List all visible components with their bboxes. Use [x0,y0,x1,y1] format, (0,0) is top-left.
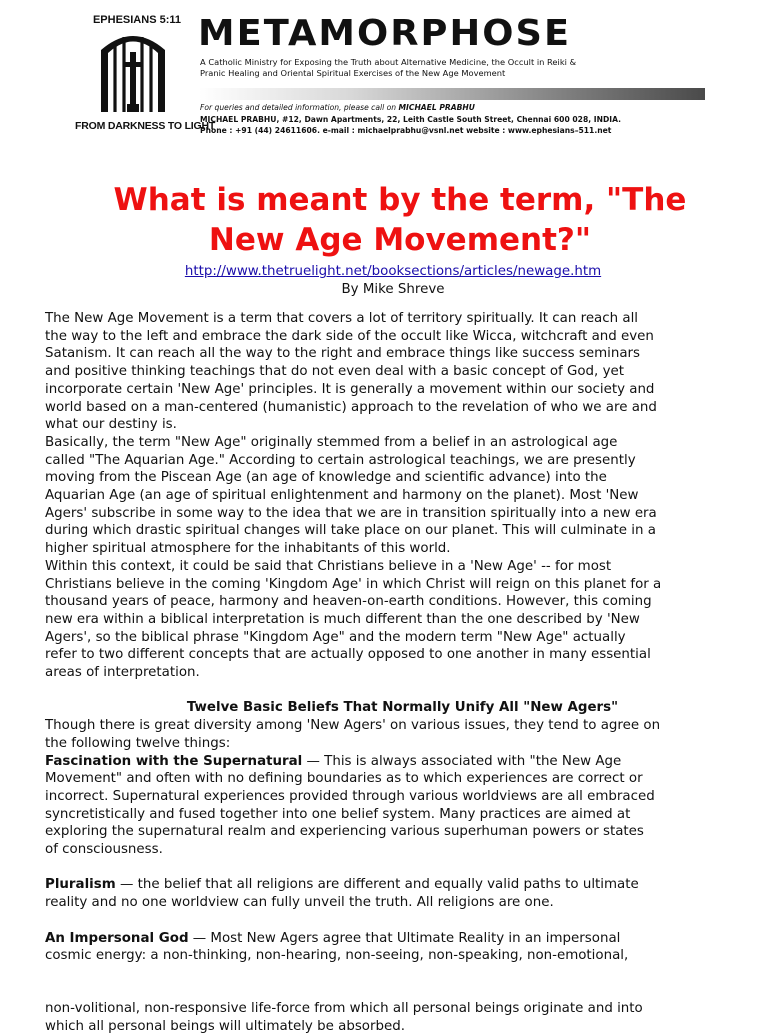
belief-text: — This is always associated with "the New Age [302,753,622,769]
ministry-logo [75,14,216,132]
body-line: Agers', so the biblical phrase "Kingdom Age" and the modern term "New Age" actually [45,629,626,645]
belief-line [45,753,750,771]
paragraph-gap [45,682,750,700]
page-gap [45,983,750,1001]
body-line: reality and no one worldview can fully unveil the truth. All religions are one. [45,895,554,911]
logo-bottom-text: FROM DARKNESS TO LIGHT [75,120,216,132]
body-line: of consciousness. [45,842,163,858]
contact-queries-text: For queries and detailed information, please call on [200,103,399,112]
logo-top-text: EPHESIANS 5:11 [92,14,181,26]
body-line: Movement" and often with no defining boundaries as to which experiences are correct or [45,771,643,787]
belief-term: An Impersonal God [45,930,189,946]
belief-text: — Most New Agers agree that Ultimate Reality in an impersonal [188,930,621,946]
body-line: The New Age Movement is a term that covers a lot of territory spiritually. It can reach all [45,311,639,326]
body-line: refer to two different concepts that are actually opposed to one another in many essential [45,647,651,663]
contact-line-queries [200,102,710,114]
paragraph-gap [45,912,750,930]
body-line: moving from the Piscean Age (an age of knowledge and scientific advance) into the [45,470,607,486]
dungeon-door-cross-icon [99,28,167,112]
body-line: Though there is great diversity among 'New Agers' on various issues, they tend to agree on [45,718,661,734]
belief-term: Pluralism [45,877,116,893]
article-title [60,180,740,260]
page-gap [45,965,750,983]
body-line: the following twelve things: [45,735,231,751]
body-line: non-volitional, non-responsive life-force from which all personal beings originate and into [45,1001,643,1017]
body-line: syncretistically and fused together into one belief system. Many practices are aimed at [45,806,631,822]
body-line: areas of interpretation. [45,665,200,681]
title-line: New Age Movement?" [208,222,592,258]
body-line: incorrect. Supernatural experiences provided through various worldviews are all embraced [45,788,655,804]
masthead-title: METAMORPHOSE [198,13,572,54]
body-line: which all personal beings will ultimately be absorbed. [45,1019,405,1035]
body-line: and positive thinking teachings that do not even deal with a basic concept of God, yet [45,364,624,380]
byline: By Mike Shreve [341,282,445,297]
paragraph-gap [45,859,750,877]
body-line: Agers' subscribe in some way to the idea that we are in transition spiritually into a new era [45,505,657,521]
belief-line [45,876,750,894]
belief-term: Fascination with the Supernatural [45,753,303,769]
body-line: incorporate certain 'New Age' principles. It is generally a movement within our society and [45,381,655,397]
section-subheading: Twelve Basic Beliefs That Normally Unify All "New Agers" [186,700,619,716]
contact-info [200,102,710,137]
body-line: Aquarian Age (an age of spiritual enlightenment and harmony on the planet). Most 'New [45,488,639,504]
tagline-line: A Catholic Ministry for Exposing the Truth about Alternative Medicine, the Occult in Reiki & [200,57,577,67]
belief-line [45,930,750,948]
body-line: what our destiny is. [45,417,177,433]
article-body [45,310,750,1036]
body-line: thousand years of peace, harmony and heaven-on-earth conditions. However, this coming [45,594,652,610]
title-line: What is meant by the term, "The [113,182,687,218]
source-link[interactable]: http://www.thetruelight.net/booksections/articles/newage.htm [184,264,602,279]
belief-text: — the belief that all religions are different and equally valid paths to ultimate [115,877,639,893]
body-line: during which drastic spiritual changes will take place on our planet. This will culminate in a [45,523,656,539]
contact-line-address: MICHAEL PRABHU, #12, Dawn Apartments, 22, Leith Castle South Street, Chennai 600 028, INDIA. [200,114,621,124]
ministry-tagline [200,57,710,79]
body-line: world based on a man-centered (humanistic) approach to the revelation of who we are and [45,399,657,415]
body-line: cosmic energy: a non-thinking, non-hearing, non-seeing, non-speaking, non-emotional, [45,948,629,964]
body-line: exploring the supernatural realm and experiencing various superhuman powers or states [45,824,644,840]
body-line: Within this context, it could be said that Christians believe in a 'New Age' -- for most [45,558,612,574]
body-line: Basically, the term "New Age" originally stemmed from a belief in an astrological age [45,434,618,450]
body-line: higher spiritual atmosphere for the inhabitants of this world. [45,541,451,557]
body-line: called "The Aquarian Age." According to certain astrological teachings, we are presently [45,452,636,468]
contact-name: MICHAEL PRABHU [398,103,475,112]
tagline-line: Pranic Healing and Oriental Spiritual Exercises of the New Age Movement [200,68,506,78]
contact-line-phone: Phone : +91 (44) 24611606. e-mail : michaelprabhu@vsnl.net website : www.ephesians–511.net [200,126,612,135]
body-line: Satanism. It can reach all the way to the right and embrace things like success seminars [45,346,641,362]
body-line: Christians believe in the coming 'Kingdom Age' in which Christ will reign on this planet for a [45,576,662,592]
header-gradient-bar [199,88,705,100]
body-line: new era within a biblical interpretation is much different than the one described by 'New [45,611,640,627]
body-line: the way to the left and embrace the dark side of the occult like Wicca, witchcraft and even [45,328,654,344]
